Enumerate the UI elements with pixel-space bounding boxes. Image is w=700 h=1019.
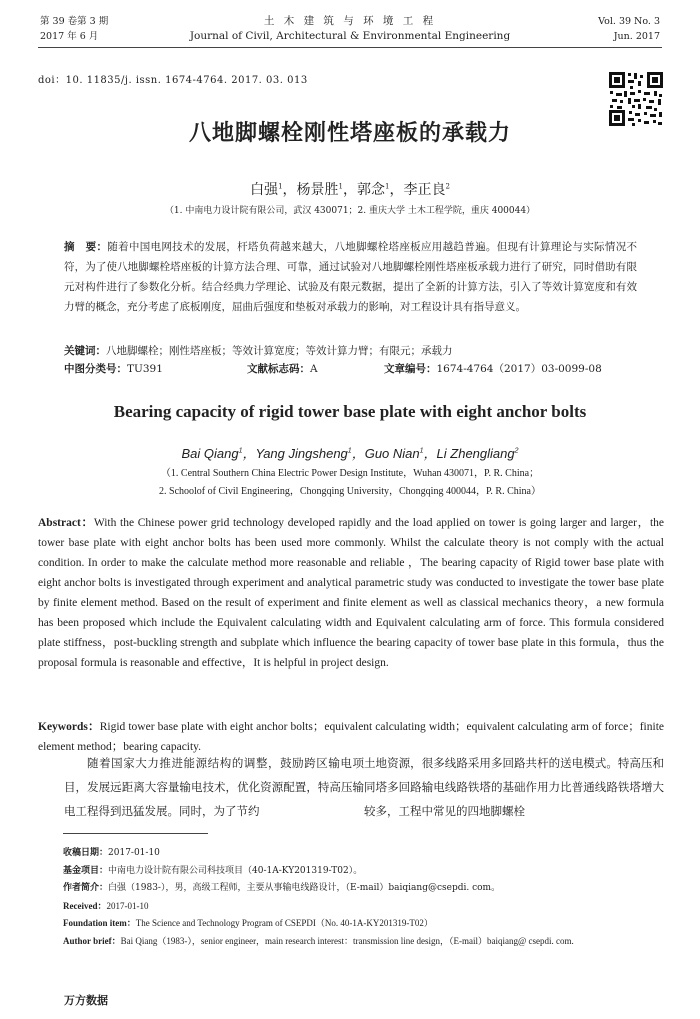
- author-bio-en-value: Bai Qiang（1983-），senior engineer，main research interest：transmission line design，（E-mail）baiqiang@ csepdi. com.: [120, 935, 574, 946]
- author-name: 李正良: [403, 182, 446, 198]
- author-bio-value: 白强（1983-），男，高级工程师，主要从事输电线路设计，（E-mail）baiqiang@csepdi. com。: [108, 883, 501, 893]
- paper-title: 八地脚螺栓刚性塔座板的承载力: [188, 120, 511, 146]
- date-en: Jun. 2017: [613, 31, 660, 42]
- author-name: 杨景胜: [296, 182, 339, 198]
- article-number: [384, 361, 602, 376]
- clc-label: 中图分类号：: [64, 363, 127, 375]
- author-affil-sup: 1: [238, 447, 243, 455]
- footnote-rule: [63, 833, 208, 834]
- author-affil-sup: 2: [514, 447, 519, 455]
- running-header-center: [150, 14, 550, 44]
- affiliations-cn: （1. 中南电力设计院有限公司，武汉 430071；2. 重庆大学 土木工程学院，重庆 400044）: [164, 206, 536, 216]
- abstract-cn: [64, 237, 637, 317]
- running-header-left: [40, 14, 108, 44]
- abstract-en-text: With the Chinese power grid technology developed rapidly and the load applied on tower is going larger and larger，the tower base plate with eight anchor bolts has been used more commonly. Whilst the calculate theory is not comply with the actual condition. In order to make the calculate method more reasonable and reliable ，The bearing capacity of Rigid tower base plate with eight anchor bolts is investigated through experiment and analytical parametric study was conducted to investigate the tower base plate by finite element method. Based on the result of experiment and finite element as well as classical mechanics theory，a new formula has been proposed which include the Equivalent calculating width and Equivalent calculating arm of force. This formula considered plate stiffness，post-buckling strength and subplate which influence the bearing capacity of tower base plate in this formula，thus the proposal formula is reasonable and effective，It is helpful in project design.: [38, 517, 665, 669]
- doc-label: 文献标志码：: [247, 363, 310, 375]
- author-affil-sup: 1: [338, 182, 343, 191]
- journal-name-cn: 土 木 建 筑 与 环 境 工 程: [263, 15, 437, 27]
- author-name: 白强: [250, 182, 279, 198]
- author-bio: [63, 880, 663, 898]
- author-name-en: Yang Jingsheng: [255, 446, 348, 461]
- article-number-label: 文章编号：: [384, 363, 437, 375]
- abstract-cn-label: 摘 要：: [64, 241, 108, 253]
- author-bio-en: [63, 933, 663, 951]
- received-value: 2017-01-10: [108, 848, 160, 858]
- received-en-value: 2017-01-10: [106, 900, 149, 911]
- keywords-en-label: Keywords：: [38, 721, 100, 733]
- funding-en: [63, 915, 663, 933]
- author-affil-sup: 1: [385, 182, 390, 191]
- author-name: 郭念: [357, 182, 385, 198]
- watermark: 万方数据: [64, 994, 108, 1007]
- volume-issue-en: Vol. 39 No. 3: [598, 16, 660, 27]
- author-bio-label: 作者简介：: [63, 883, 109, 893]
- clc-value: TU391: [127, 363, 163, 375]
- author-name-en: Guo Nian: [364, 446, 420, 461]
- affiliation-en-line: （1. Central Southern China Electric Power Design Institute，Wuhan 430071，P. R. China；: [160, 468, 540, 479]
- body-column-left: 随着国家大力推进能源结构的调整，鼓励跨区输电项目，发展远距离大容量输电技术，优化资源配置，特高压输电工程得到迅猛发展。同时，为了节约: [64, 756, 364, 818]
- body-column-right: 土地资源，很多线路采用多回路共杆的送电模式。特高压和同塔多回路输电线路铁塔的基础作用力比普通线路铁塔增大较多，工程中常见的四地脚螺栓: [364, 756, 664, 818]
- author-name-en: Li Zhengliang: [436, 446, 515, 461]
- article-number-value: 1674-4764（2017）03-0099-08: [436, 363, 602, 375]
- funding-label: 基金项目：: [63, 865, 109, 876]
- received-date: [63, 845, 663, 863]
- keywords-cn: [64, 341, 637, 361]
- received-en-label: Received：: [63, 900, 107, 911]
- author-list: 白强$^1$，杨景胜$^1$，郭念$^1$，李正良$^2$: [250, 182, 450, 198]
- keywords-cn-text: 八地脚螺栓；刚性塔座板；等效计算宽度；等效计算力臂；有限元；承载力: [106, 345, 453, 357]
- journal-name-en: Journal of Civil, Architectural & Environmental Engineering: [189, 30, 511, 42]
- author-affil-sup: 1: [278, 182, 283, 191]
- author-affil-sup: 1: [347, 447, 352, 455]
- received-label: 收稿日期：: [63, 848, 109, 858]
- funding-value: 中南电力设计院有限公司科技项目（40-1A-KY201319-T02）。: [108, 865, 363, 876]
- abstract-en-label: Abstract：: [38, 517, 94, 529]
- funding-en-value: The Science and Technology Program of CSEPDI（No. 40-1A-KY201319-T02）: [135, 918, 433, 928]
- keywords-en-text: Rigid tower base plate with eight anchor bolts；equivalent calculating width；equivalent calculating arm of force；finite element method；bearing capacity.: [38, 721, 664, 753]
- date-cn: 2017 年 6 月: [40, 31, 99, 42]
- doc-code: [247, 361, 318, 376]
- abstract-cn-text: 随着中国电网技术的发展，杆塔负荷越来越大，八地脚螺栓塔座板应用越趋普遍。但现有计算理论与实际情况不符，为了使八地脚螺栓塔座板的计算方法合理、可靠，通过试验对八地脚螺栓刚性塔座板承载力进行了研究，同时借助有限元对构件进行了参数化分析。结合经典力学理论、试验及有限元数据，提出了全新的计算方法，引入了等效计算宽度和有效力臂的概念，充分考虑了底板刚度，屈曲后强度和垫板对承载力的影响，对工程设计具有指导意义。: [64, 241, 638, 313]
- affiliation-en-line: 2. Schoolof of Civil Engineering，Chongqing University，Chongqing 400044，P. R. China）: [159, 486, 541, 497]
- author-bio-en-label: Author brief：: [63, 935, 121, 946]
- affiliations-en: [0, 465, 700, 501]
- footnotes: [63, 845, 663, 950]
- keywords-cn-label: 关键词：: [64, 345, 106, 357]
- doc-value: A: [310, 363, 318, 375]
- author-affil-sup: 1: [419, 447, 424, 455]
- header-rule: [38, 47, 662, 48]
- author-name-en: Bai Qiang: [181, 446, 239, 461]
- doi[interactable]: doi：10. 11835/j. issn. 1674-4764. 2017. 03. 013: [38, 75, 308, 86]
- author-affil-sup: 2: [445, 182, 450, 191]
- funding-en-label: Foundation item：: [63, 918, 136, 928]
- abstract-en: [38, 513, 664, 673]
- volume-issue-cn: 第 39 卷第 3 期: [40, 16, 109, 27]
- running-header-right: [598, 14, 660, 44]
- paper-title-en: Bearing capacity of rigid tower base plate with eight anchor bolts: [113, 402, 587, 421]
- funding: [63, 863, 663, 881]
- clc-code: [64, 361, 163, 376]
- author-list-en: Bai Qiang$^1$，Yang Jingsheng$^1$，Guo Nian$^1$，Li Zhengliang$^2$: [181, 446, 519, 461]
- received-date-en: [63, 898, 663, 916]
